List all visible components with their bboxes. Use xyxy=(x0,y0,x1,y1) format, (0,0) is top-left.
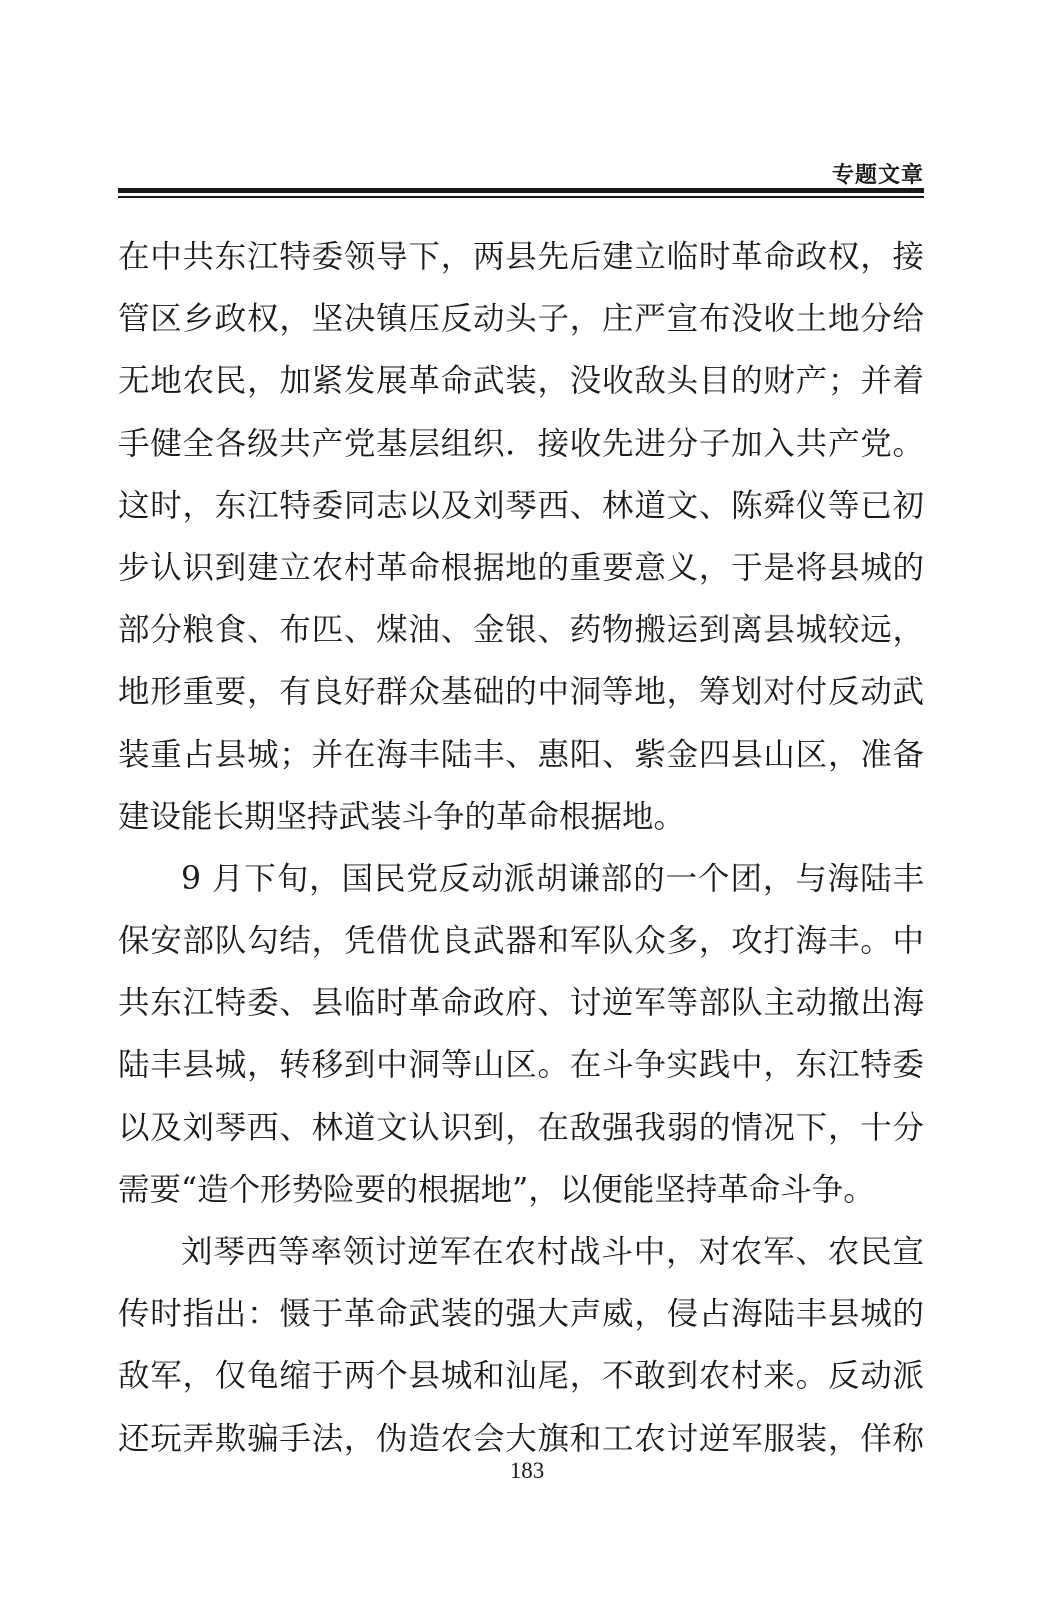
text-line: 陆丰县城，转移到中洞等山区。在斗争实践中，东江特委 xyxy=(118,1047,924,1084)
text-line: 传时指出：慑于革命武装的强大声威，侵占海陆丰县城的 xyxy=(118,1296,924,1333)
text-line: 以及刘琴西、林道文认识到，在敌强我弱的情况下，十分 xyxy=(118,1109,924,1146)
text-line: 手健全各级共产党基层组织．接收先进分子加入共产党。 xyxy=(118,425,924,462)
text-line: 敌军，仅龟缩于两个县城和汕尾，不敢到农村来。反动派 xyxy=(118,1358,924,1395)
text-line: 在中共东江特委领导下，两县先后建立临时革命政权，接 xyxy=(118,239,924,275)
section-title: 专题文章 xyxy=(831,163,924,188)
header-rule-thick xyxy=(118,188,924,193)
text-line: 需要“造个形势险要的根据地”，以便能坚持革命斗争。 xyxy=(118,1171,875,1208)
text-line: 管区乡政权，坚决镇压反动头子，庄严宣布没收土地分给 xyxy=(118,301,924,338)
text-line: 共东江特委、县临时革命政府、讨逆军等部队主动撤出海 xyxy=(118,985,924,1022)
text-line: 装重占县城；并在海丰陆丰、惠阳、紫金四县山区，准备 xyxy=(118,736,924,773)
text-line: 部分粮食、布匹、煤油、金银、药物搬运到离县城较远， xyxy=(118,612,924,649)
text-line: 这时，东江特委同志以及刘琴西、林道文、陈舜仪等已初 xyxy=(118,487,924,524)
text-line: 建设能长期坚持武装斗争的革命根据地。 xyxy=(118,798,686,835)
running-header xyxy=(118,150,924,200)
text-line: 地形重要，有良好群众基础的中洞等地，筹划对付反动武 xyxy=(118,674,924,711)
text-line: 保安部队勾结，凭借优良武器和军队众多，攻打海丰。中 xyxy=(118,923,924,960)
body-text xyxy=(118,226,924,1470)
text-line: 9 月下旬，国民党反动派胡谦部的一个团，与海陆丰 xyxy=(181,860,924,897)
text-line: 无地农民，加紧发展革命武装，没收敌头目的财产；并着 xyxy=(118,363,924,400)
text-line: 步认识到建立农村革命根据地的重要意义，于是将县城的 xyxy=(118,549,924,586)
text-line: 还玩弄欺骗手法，伪造农会大旗和工农讨逆军服装，佯称 xyxy=(118,1420,924,1457)
page-number: 183 xyxy=(509,1458,545,1483)
text-line: 刘琴西等率领讨逆军在农村战斗中，对农军、农民宣 xyxy=(181,1234,924,1270)
header-rule-thin xyxy=(118,196,924,198)
